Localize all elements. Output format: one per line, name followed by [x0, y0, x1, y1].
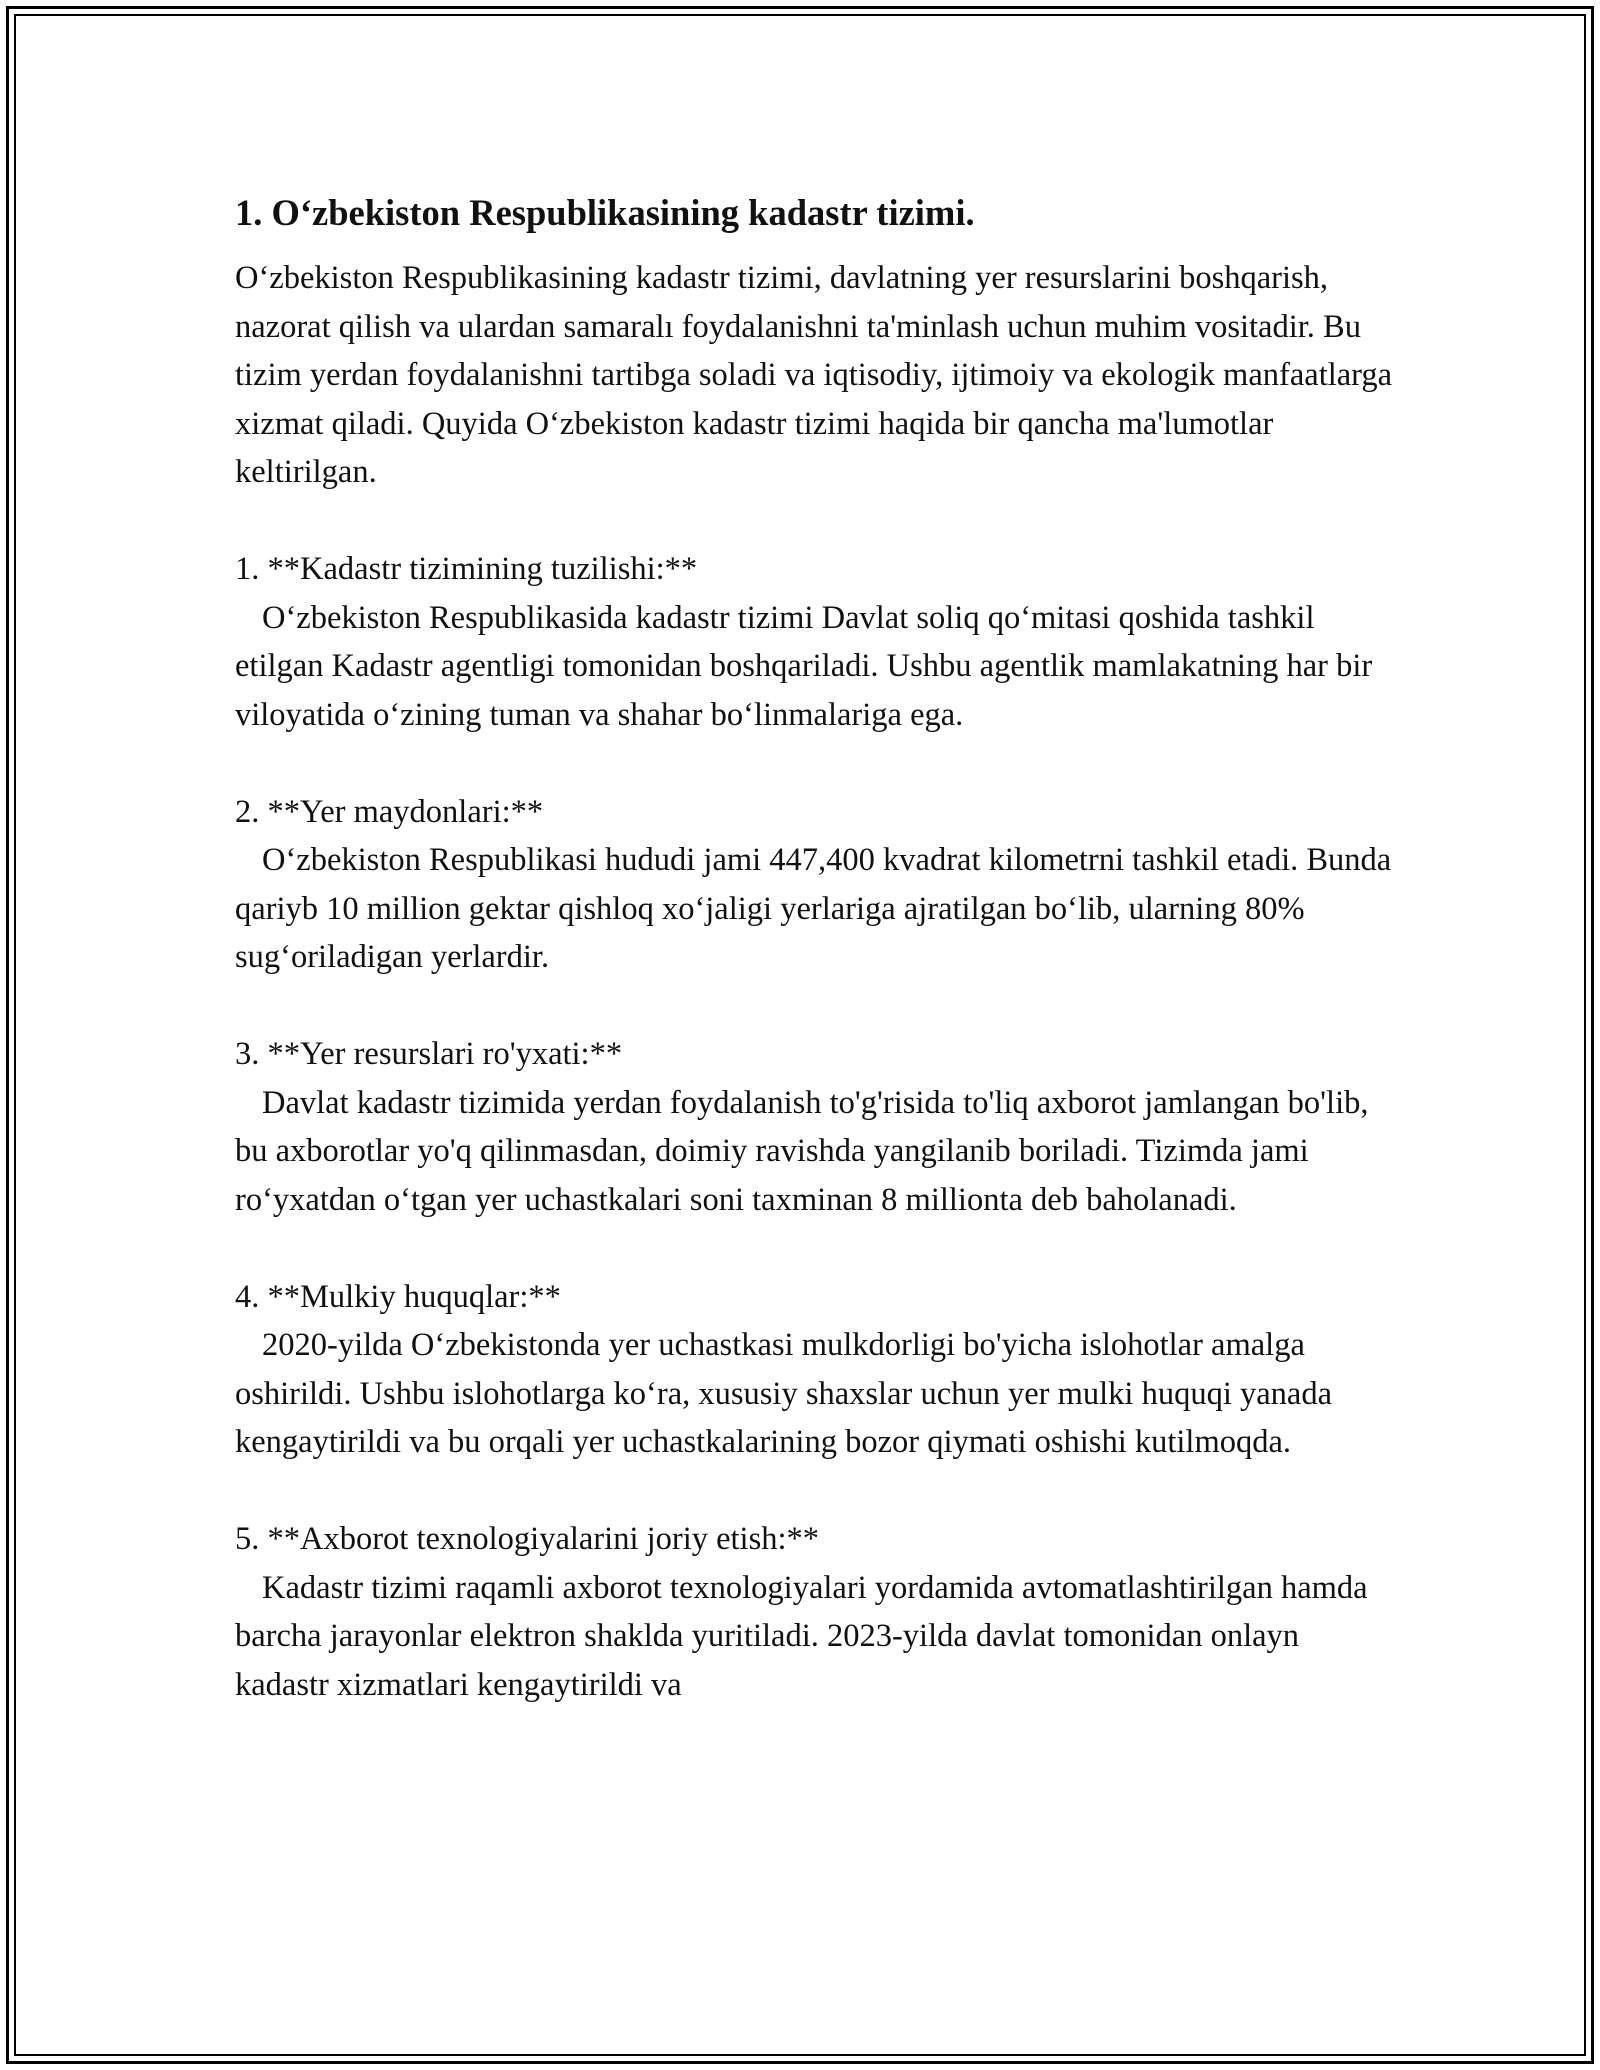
section-body: O‘zbekiston Respublikasida kadastr tizimi Davlat soliq qo‘mitasi qoshida tashkil etilgan Kadastr agentligi tomonidan boshqariladi. Ushbu agentlik mamlakatning har bir viloyatida o‘zining tuman va shahar bo‘linmalariga ega. — [235, 599, 1373, 733]
section-3 — [235, 1030, 1395, 1224]
document-content — [235, 188, 1395, 1758]
intro-paragraph: O‘zbekiston Respublikasining kadastr tizimi, davlatning yer resurslarini boshqarish, nazorat qilish va ulardan samaralı foydalanishni ta'minlash uchun muhim vositadir. Bu tizim yerdan foydalanishni tartibga soladi va iqtisodiy, ijtimoiy va ekologik manfaatlarga xizmat qiladi. Quyida O‘zbekiston kadastr tizimi haqida bir qancha ma'lumotlar keltirilgan. — [235, 260, 1393, 490]
section-body: Kadastr tizimi raqamli axborot texnologiyalari yordamida avtomatlashtirilgan hamda barcha jarayonlar elektron shaklda yuritiladi. 2023-yilda davlat tomonidan onlayn kadastr xizmatlari kengaytirildi va — [235, 1569, 1368, 1703]
section-1 — [235, 545, 1395, 739]
section-heading: 3. **Yer resurslari ro'yxati:** — [235, 1036, 623, 1072]
document-title: 1. O‘zbekiston Respublikasining kadastr tizimi. — [235, 192, 975, 233]
section-heading: 5. **Axborot texnologiyalarini joriy etish:** — [235, 1521, 820, 1557]
section-heading: 1. **Kadastr tizimining tuzilishi:** — [235, 551, 698, 587]
section-body: Davlat kadastr tizimida yerdan foydalanish to'g'risida to'liq axborot jamlangan bo'lib, bu axborotlar yo'q qilinmasdan, doimiy ravishda yangilanib boriladi. Tizimda jami ro‘yxatdan o‘tgan yer uchastkalari soni taxminan 8 millionta deb baholanadi. — [235, 1084, 1369, 1218]
section-body: O‘zbekiston Respublikasi hududi jami 447,400 kvadrat kilometrni tashkil etadi. Bunda qariyb 10 million gektar qishloq xo‘jaligi yerlariga ajratilgan bo‘lib, ularning 80% sug‘oriladigan yerlardir. — [235, 842, 1392, 975]
section-heading: 4. **Mulkiy huquqlar:** — [235, 1278, 561, 1315]
section-2 — [235, 788, 1395, 982]
section-heading: 2. **Yer maydonlari:** — [235, 793, 544, 830]
section-body: 2020-yilda O‘zbekistonda yer uchastkasi mulkdorligi bo'yicha islohotlar amalga oshirildi. Ushbu islohotlarga ko‘ra, xususiy shaxslar uchun yer mulki huquqi yanada kengaytirildi va bu orqali yer uchastkalarining bozor qiymati oshishi kutilmoqda. — [235, 1327, 1333, 1460]
section-4 — [235, 1273, 1395, 1467]
section-5 — [235, 1515, 1395, 1709]
